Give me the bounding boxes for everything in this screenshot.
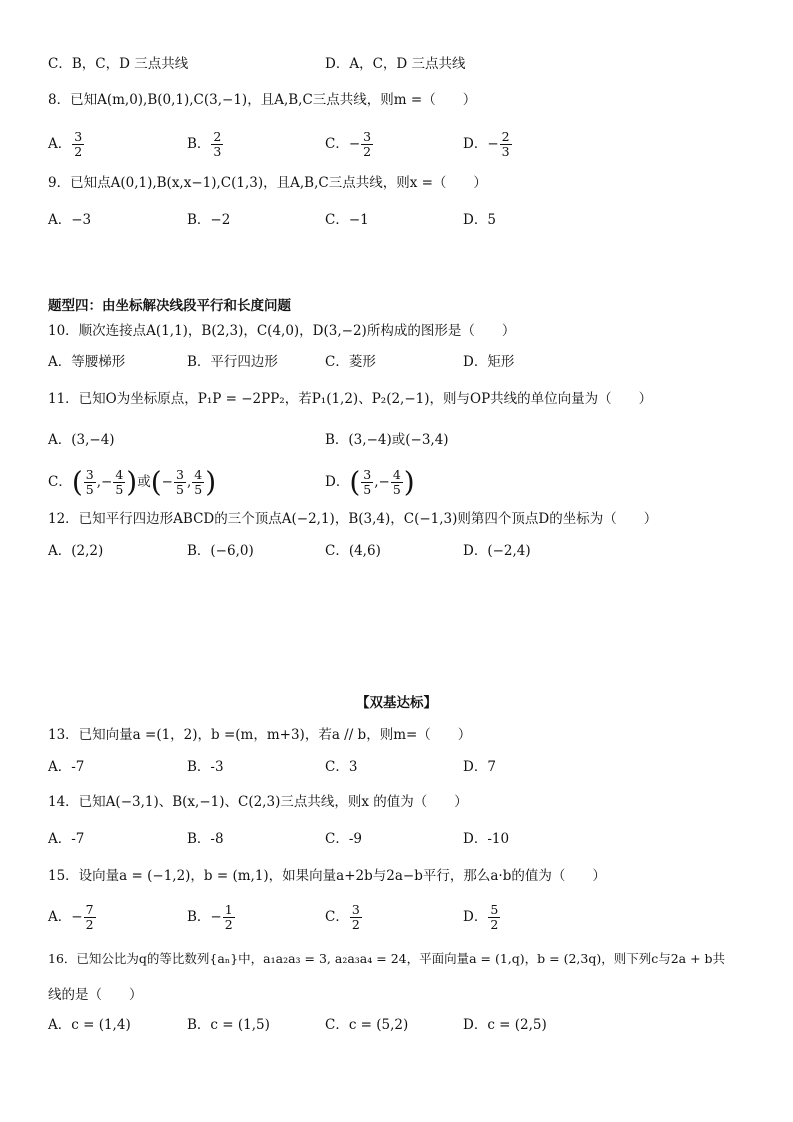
q14-option-d: D．-10 xyxy=(463,831,510,847)
q11-option-b: B．(3,−4)或(−3,4) xyxy=(325,432,449,448)
q11-option-d: D．( $\frac{3}{5}$ ,− $\frac{4}{5}$ ) xyxy=(325,465,415,499)
q7-option-c: C．B，C，D 三点共线 xyxy=(48,56,189,72)
section-title-type4: 题型四：由坐标解决线段平行和长度问题 xyxy=(48,298,291,314)
q10-option-a: A．等腰梯形 xyxy=(48,354,126,370)
q8-option-d xyxy=(463,130,513,159)
q8-stem: 8．已知A(m,0),B(0,1),C(3,−1)，且A,B,C三点共线，则m =（ ） xyxy=(48,92,477,108)
q10-option-d: D．矩形 xyxy=(463,354,515,370)
q9-option-c: C．−1 xyxy=(325,212,369,228)
option-label: C． xyxy=(48,474,72,490)
option-label: D． xyxy=(325,474,350,490)
q13-option-c: C．3 xyxy=(325,759,358,775)
q15-option-a xyxy=(48,903,97,932)
q16-option-b: B．c = (1,5) xyxy=(187,1017,270,1033)
option-label: C． xyxy=(325,909,349,925)
q13-stem: 13．已知向量a =(1，2)，b =(m，m+3)，若a // b，则m=（ ） xyxy=(48,727,472,743)
option-label: B． xyxy=(187,136,211,152)
fraction: $\frac{5}{2}$ xyxy=(490,902,499,932)
q12-option-a: A．(2,2) xyxy=(48,543,104,559)
fraction: $\frac{3}{2}$ xyxy=(363,129,372,159)
q9-option-d: D．5 xyxy=(463,212,496,228)
q9-stem: 9．已知点A(0,1),B(x,x−1),C(1,3)，且A,B,C三点共线，则x =（ ） xyxy=(48,175,487,191)
q12-stem: 12．已知平行四边形ABCD的三个顶点A(−2,1)，B(3,4)，C(−1,3)则第四个顶点D的坐标为（ ） xyxy=(48,511,658,527)
q15-option-c xyxy=(325,903,363,932)
q8-option-c xyxy=(325,130,374,159)
q10-stem: 10．顺次连接点A(1,1)，B(2,3)，C(4,0)，D(3,−2)所构成的图形是（ ） xyxy=(48,323,516,339)
option-label: A．− xyxy=(48,909,83,925)
fraction: $\frac{3}{2}$ xyxy=(74,129,83,159)
q10-option-c: C．菱形 xyxy=(325,354,376,370)
section-title-basic: 【双基达标】 xyxy=(356,695,437,711)
fraction: $\frac{7}{2}$ xyxy=(85,902,94,932)
q10-option-b: B．平行四边形 xyxy=(187,354,278,370)
option-label: C．− xyxy=(325,136,361,152)
q13-option-d: D．7 xyxy=(463,759,496,775)
q14-option-a: A．-7 xyxy=(48,831,85,847)
q14-option-b: B．-8 xyxy=(187,831,224,847)
q8-option-a xyxy=(48,130,85,159)
q8-option-b xyxy=(187,130,224,159)
q13-option-b: B．-3 xyxy=(187,759,224,775)
q9-option-b: B．−2 xyxy=(187,212,231,228)
q16-stem-line1: 16．已知公比为q的等比数列{aₙ}中，a₁a₂a₃ = 3, a₂a₃a₄ = 24，平面向量a = (1,q)，b = (2,3q)，则下列c与2a + b共 xyxy=(48,951,726,966)
option-label: D． xyxy=(463,909,488,925)
q15-option-d xyxy=(463,903,501,932)
fraction: $\frac{1}{2}$ xyxy=(224,902,233,932)
q12-option-b: B．(−6,0) xyxy=(187,543,254,559)
q11-option-c: C．( $\frac{3}{5}$ ,− $\frac{4}{5}$ )或(− $\frac{3}{5}$ , $\frac{4}{5}$ ) xyxy=(48,465,217,499)
q13-option-a: A．-7 xyxy=(48,759,85,775)
q16-option-a: A．c = (1,4) xyxy=(48,1017,131,1033)
q11-stem: 11．已知O为坐标原点，P₁P = −2PP₂，若P₁(1,2)、P₂(2,−1)，则与OP共线的单位向量为（ ） xyxy=(48,391,653,407)
fraction: $\frac{2}{3}$ xyxy=(501,129,510,159)
fraction: $\frac{2}{3}$ xyxy=(213,129,222,159)
option-label: A． xyxy=(48,136,72,152)
q16-option-d: D．c = (2,5) xyxy=(463,1017,547,1033)
q14-stem: 14．已知A(−3,1)、B(x,−1)、C(2,3)三点共线，则x 的值为（ ） xyxy=(48,794,468,810)
q11-option-a: A．(3,−4) xyxy=(48,432,115,448)
fraction: $\frac{3}{2}$ xyxy=(351,902,360,932)
q7-option-d: D．A，C，D 三点共线 xyxy=(325,56,466,72)
q14-option-c: C．-9 xyxy=(325,831,362,847)
q16-stem-line2: 线的是（ ） xyxy=(48,987,143,1003)
q9-option-a: A．−3 xyxy=(48,212,92,228)
q15-stem: 15．设向量a = (−1,2)，b = (m,1)，如果向量a+2b与2a−b平行，那么a·b的值为（ ） xyxy=(48,868,606,884)
option-label: B．− xyxy=(187,909,222,925)
q16-option-c: C．c = (5,2) xyxy=(325,1017,409,1033)
q12-option-c: C．(4,6) xyxy=(325,543,381,559)
q15-option-b xyxy=(187,903,236,932)
q12-option-d: D．(−2,4) xyxy=(463,543,531,559)
option-label: D．− xyxy=(463,136,499,152)
